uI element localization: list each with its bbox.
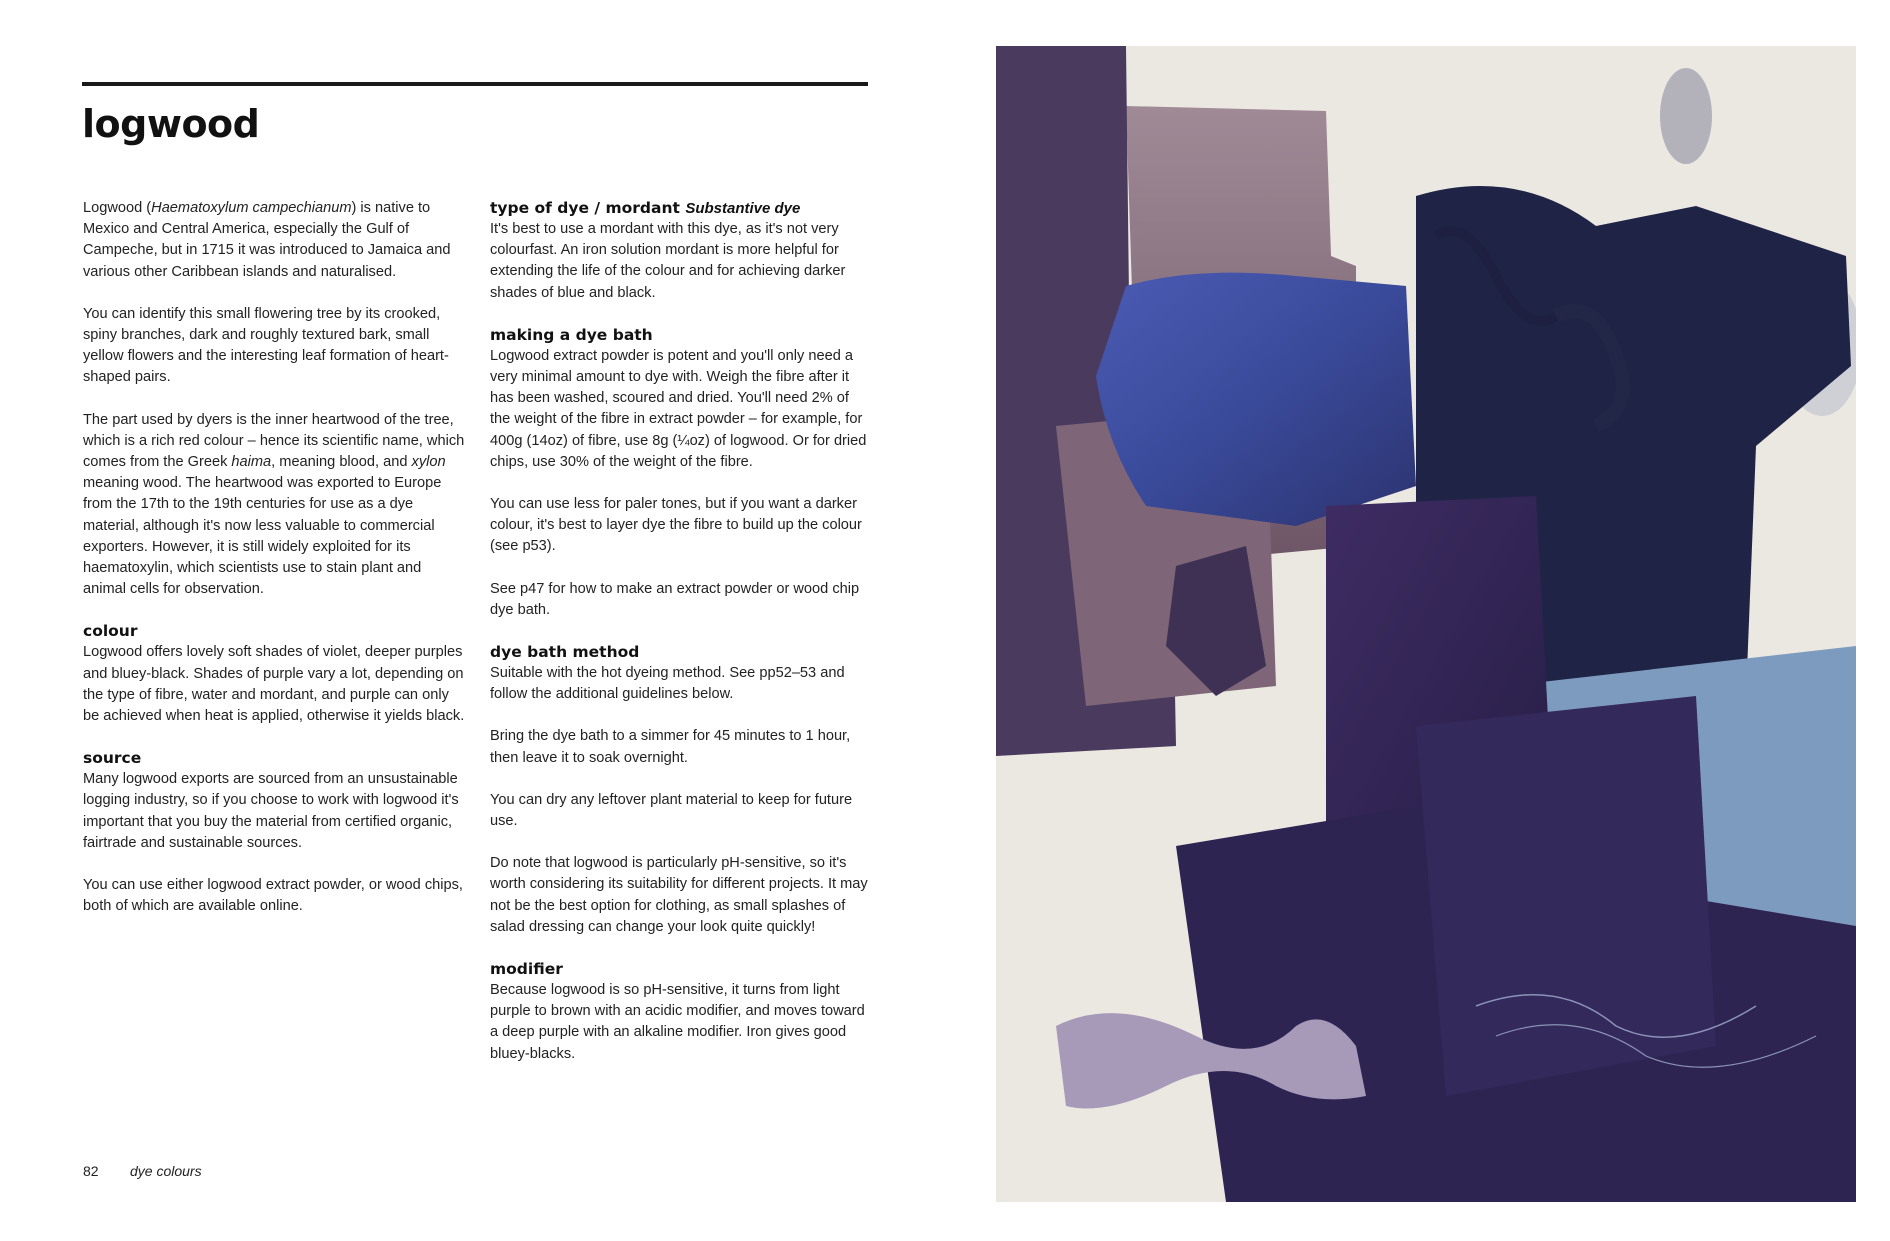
page-title: logwood [82,102,260,146]
source-text-2: You can use either logwood extract powder, or wood chips, both of which are available online. [83,877,463,915]
method-text-2: Bring the dye bath to a simmer for 45 minutes to 1 hour, then leave it to soak overnight. [490,728,851,766]
dye-bath-heading: making a dye bath [490,325,653,344]
dye-type-text: It's best to use a mordant with this dye, as it's not very colourfast. An iron solution mordant is more helpful for extending the life of the colour and for achieving darker shades of blue and black. [490,221,846,301]
fabric-photo [996,46,1856,1202]
method-section [490,642,870,938]
method-text: Suitable with the hot dyeing method. See pp52–53 and follow the additional guidelines below. [490,665,845,703]
method-text-4: Do note that logwood is particularly pH-sensitive, so it's worth considering its suitability for different projects. It may not be the best option for clothing, as small splashes of salad dressing can change your look quite quickly! [490,855,868,935]
text-column-right [490,198,870,1086]
text-column-left [83,198,468,938]
heartwood-paragraph: The part used by dyers is the inner heartwood of the tree, which is a rich red colour – hence its scientific name, which comes from the Greek haima, meaning blood, and xylon meaning wood. The heartwood was exported to Europe from the 17th to the 19th centuries for use as a dye material, although it's now less valuable to commercial exporters. However, it is still widely exploited for its haematoxylin, which scientists use to stain plant and animal cells for observation. [83,411,465,598]
dye-stain [1660,68,1712,164]
dye-bath-text-3: See p47 for how to make an extract powder or wood chip dye bath. [490,580,860,618]
intro-paragraph: Logwood (Haematoxylum campechianum) is native to Mexico and Central America, especially the Gulf of Campeche, but in 1715 it was introduced to Jamaica and various other Caribbean islands and naturalised. [83,200,451,280]
source-section [83,748,468,917]
source-text: Many logwood exports are sourced from an unsustainable logging industry, so if you choose to work with logwood it's important that you buy the material from certified organic, fairtrade and sustainable sources. [83,771,459,851]
fabric-blue-silk [1096,273,1416,526]
dye-bath-text-2: You can use less for paler tones, but if you want a darker colour, it's best to layer dye the fibre to build up the colour (see p53). [490,496,862,555]
colour-heading: colour [83,622,138,641]
colour-text: Logwood offers lovely soft shades of violet, deeper purples and bluey-black. Shades of purple vary a lot, depending on the type of fibre, water and mordant, and purple can only be achieved when heat is applied, otherwise it yields black. [83,644,465,725]
fabric-illustration [996,46,1856,1202]
method-heading: dye bath method [490,643,640,662]
dye-type-section [490,198,870,304]
modifier-text: Because logwood is so pH-sensitive, it turns from light purple to brown with an acidic modifier, and moves toward a deep purple with an alkaline modifier. Iron gives good bluey-blacks. [490,982,865,1062]
modifier-heading: modifier [490,960,563,979]
modifier-section [490,959,870,1065]
title-rule [82,82,868,86]
source-heading: source [83,749,142,768]
dye-type-heading: type of dye / mordant Substantive dye [490,199,801,217]
scientific-name: Haematoxylum campechianum [151,200,352,216]
dye-bath-section [490,325,870,621]
method-text-3: You can dry any leftover plant material to keep for future use. [490,791,853,830]
colour-section [83,621,468,727]
dye-bath-text: Logwood extract powder is potent and you'll only need a very minimal amount to dye with. Weigh the fibre after it has been washed, scoured and dried. You'll need 2% of the weight of the fibre in extract powder – for example, for 400g (14oz) of fibre, use 8g (¼oz) of logwood. Or for dried chips, use 30% of the weight of the fibre. [490,347,867,470]
running-title: dye colours [130,1163,202,1179]
fabric-purple-overlap [1416,696,1716,1096]
identification-paragraph: You can identify this small flowering tree by its crooked, spiny branches, dark and roughly textured bark, small yellow flowers and the interesting leaf formation of heart-shaped pairs. [83,305,449,386]
page-number: 82 [83,1163,99,1179]
